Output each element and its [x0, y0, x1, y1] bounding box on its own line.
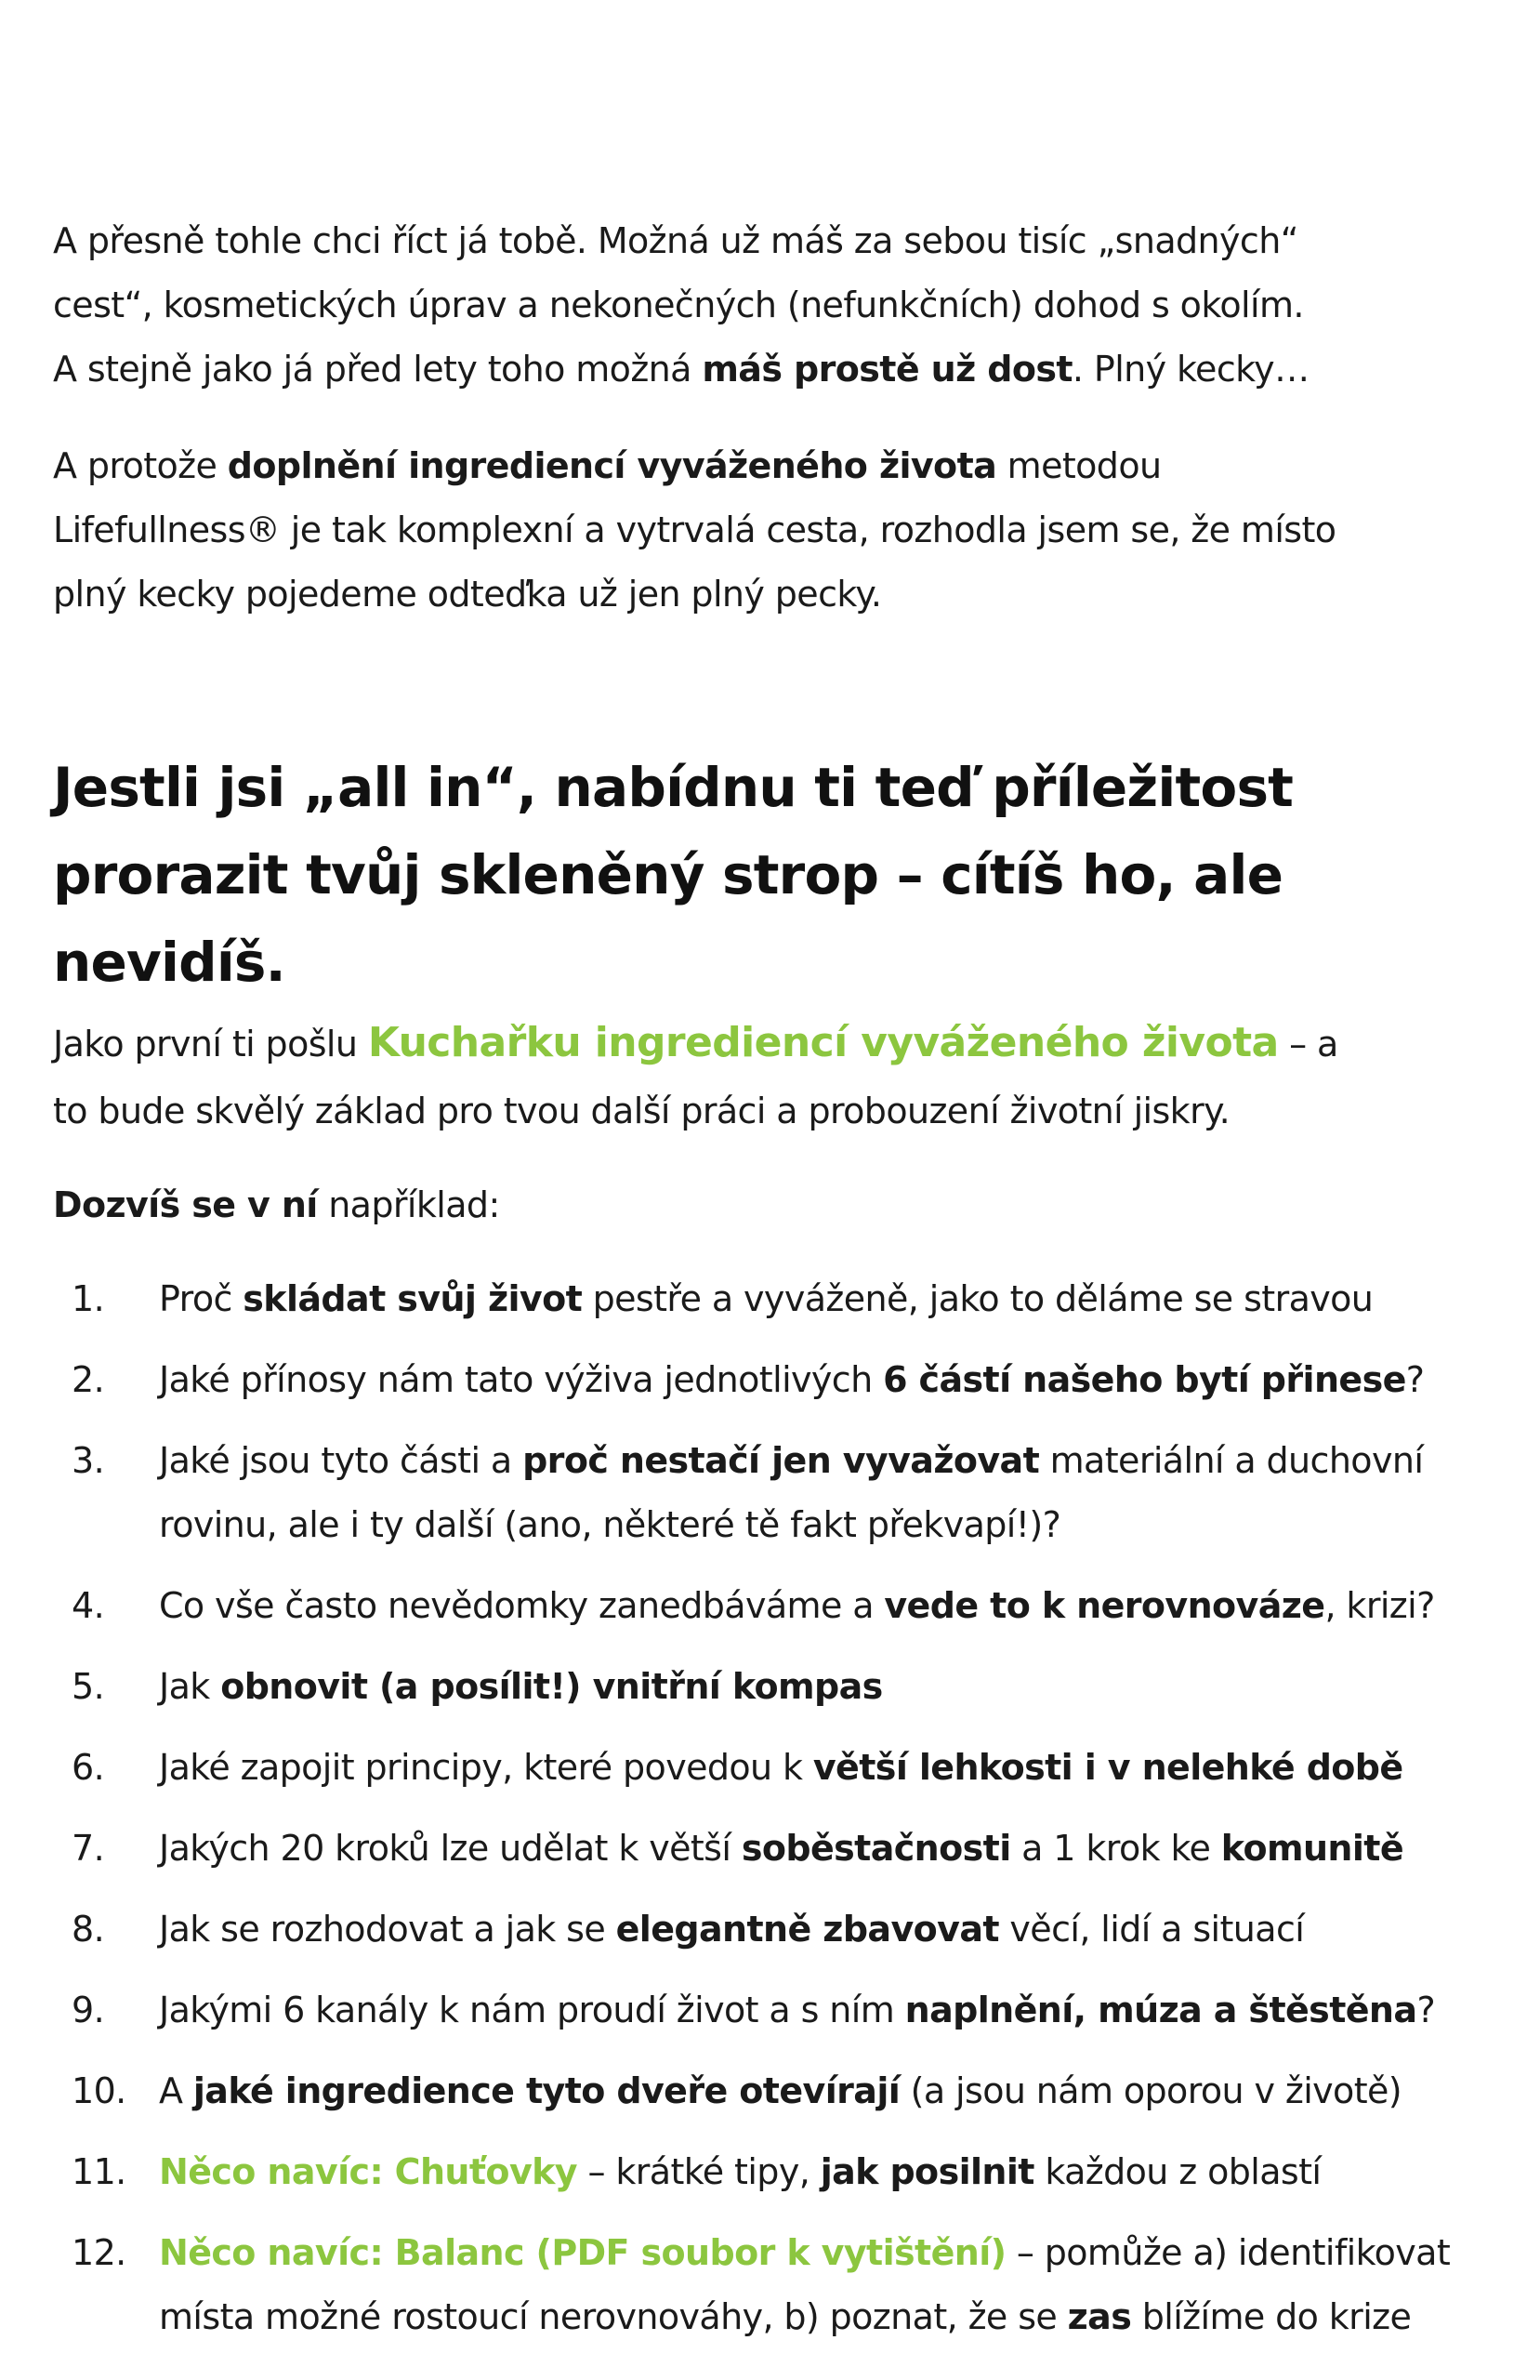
list-number: 7.: [72, 1828, 105, 1869]
text-span: Jakých 20 kroků lze udělat k větší: [159, 1828, 742, 1869]
paragraph-line: Lifefullness® je tak komplexní a vytrvalá cesta, rozhodla jsem se, že místo: [53, 509, 1336, 550]
list-number: 12.: [72, 2232, 126, 2273]
bold-text: jak posilnit: [820, 2151, 1034, 2192]
bold-text: doplnění ingrediencí vyváženého života: [227, 445, 997, 486]
bold-text: vede to k nerovnováze: [884, 1585, 1325, 1626]
text-span: rovinu, ale i ty další (ano, některé tě fakt překvapí!)?: [159, 1504, 1061, 1545]
list-number: 5.: [72, 1666, 105, 1707]
list-number: 8.: [72, 1909, 105, 1950]
bold-text: zas: [1067, 2296, 1132, 2337]
paragraph-line: plný kecky pojedeme odteďka už jen plný pecky.: [53, 574, 882, 615]
text-span: , krizi?: [1324, 1585, 1435, 1626]
paragraph-line: cest“, kosmetických úprav a nekonečných (nefunkčních) dohod s okolím.: [53, 284, 1304, 325]
list-item: [53, 1817, 1503, 1881]
list-number: 4.: [72, 1585, 105, 1626]
bold-text: Dozvíš se v ní: [53, 1184, 318, 1225]
list-item: [53, 1429, 1503, 1557]
text-span: Jaké přínosy nám tato výživa jednotlivých: [159, 1359, 884, 1400]
text-span: Jak: [159, 1666, 221, 1707]
bonus-label: Něco navíc: Chuťovky: [159, 2151, 577, 2192]
text-span: Proč: [159, 1278, 244, 1319]
list-number: 2.: [72, 1359, 105, 1400]
list-number: 3.: [72, 1440, 105, 1481]
text-span: Co vše často nevědomky zanedbáváme a: [159, 1585, 885, 1626]
bold-text: větší lehkosti i v nelehké době: [812, 1747, 1403, 1788]
text-span: místa možné rostoucí nerovnováhy, b) poznat, že se: [159, 2296, 1068, 2337]
text-span: metodou: [996, 445, 1162, 486]
bonus-label: Něco navíc: Balanc (PDF soubor k vytištění): [159, 2232, 1007, 2273]
bold-text: naplnění, múza a štěstěna: [904, 1990, 1417, 2030]
text-span: A: [159, 2070, 193, 2111]
bold-text: máš prostě už dost: [702, 349, 1073, 390]
text-span: (a jsou nám oporou v životě): [900, 2070, 1402, 2111]
list-item: [53, 1736, 1503, 1800]
bold-text: elegantně zbavovat: [615, 1909, 999, 1950]
bold-text: jaké ingredience tyto dveře otevírají: [192, 2070, 901, 2111]
text-span: A stejně jako já před lety toho možná: [53, 349, 703, 390]
topics-list: [53, 1267, 1503, 2366]
heading-line: prorazit tvůj skleněný strop – cítíš ho, ale nevidíš.: [53, 843, 1283, 994]
list-item: [53, 1574, 1503, 1638]
text-span: například:: [317, 1184, 500, 1225]
intro-paragraph: [53, 209, 1466, 402]
text-span: Jak se rozhodovat a jak se: [159, 1909, 616, 1950]
paragraph-line: [53, 337, 1466, 402]
bold-text: obnovit (a posílit!) vnitřní kompas: [220, 1666, 883, 1707]
list-number: 10.: [72, 2070, 126, 2111]
list-item: [53, 2059, 1503, 2123]
heading-line: Jestli jsi „all in“, nabídnu ti teď příležitost: [53, 756, 1294, 819]
text-span: . Plný kecky…: [1072, 349, 1310, 390]
paragraph-line: A přesně tohle chci říct já tobě. Možná už máš za sebou tisíc „snadných“: [53, 220, 1298, 261]
paragraph-line: [53, 434, 1466, 498]
text-span: Jako první ti pošlu: [53, 1024, 368, 1064]
text-span: ?: [1405, 1359, 1425, 1400]
text-span: A protože: [53, 445, 228, 486]
list-item: [53, 1897, 1503, 1962]
list-item: [53, 1978, 1503, 2043]
text-span: – pomůže a) identifikovat: [1006, 2232, 1451, 2273]
list-item: [53, 1348, 1503, 1412]
bold-text: skládat svůj život: [243, 1278, 583, 1319]
text-span: – a: [1278, 1024, 1338, 1064]
cookbook-paragraph: [53, 1010, 1466, 1144]
text-span: a 1 krok ke: [1010, 1828, 1221, 1869]
text-span: pestře a vyváženě, jako to děláme se stravou: [582, 1278, 1374, 1319]
cookbook-title: Kuchařku ingrediencí vyváženého života: [367, 1019, 1279, 1066]
list-item: [53, 2221, 1503, 2349]
bold-text: soběstačnosti: [741, 1828, 1011, 1869]
list-number: 1.: [72, 1278, 105, 1319]
method-paragraph: [53, 434, 1466, 627]
section-heading: [53, 744, 1503, 1006]
text-span: Jaké zapojit principy, které povedou k: [159, 1747, 813, 1788]
bold-text: proč nestačí jen vyvažovat: [522, 1440, 1040, 1481]
bold-text: 6 částí našeho bytí přinese: [883, 1359, 1406, 1400]
list-item: [53, 2140, 1503, 2204]
text-span: materiální a duchovní: [1039, 1440, 1424, 1481]
list-number: 11.: [72, 2151, 126, 2192]
text-span: blížíme do krize: [1131, 2296, 1412, 2337]
text-span: ?: [1416, 1990, 1436, 2030]
bold-text: komunitě: [1220, 1828, 1404, 1869]
list-intro: [53, 1173, 1466, 1237]
list-item: [53, 1655, 1503, 1719]
paragraph-line: to bude skvělý základ pro tvou další práci a probouzení životní jiskry.: [53, 1091, 1231, 1131]
list-item: [53, 1267, 1503, 1331]
text-span: každou z oblastí: [1033, 2151, 1322, 2192]
text-span: Jakými 6 kanály k nám proudí život a s ním: [159, 1990, 905, 2030]
text-span: – krátké tipy,: [576, 2151, 821, 2192]
list-number: 9.: [72, 1990, 105, 2030]
text-span: Jaké jsou tyto části a: [159, 1440, 523, 1481]
paragraph-line: [53, 1010, 1466, 1078]
list-number: 6.: [72, 1747, 105, 1788]
text-span: věcí, lidí a situací: [998, 1909, 1305, 1950]
